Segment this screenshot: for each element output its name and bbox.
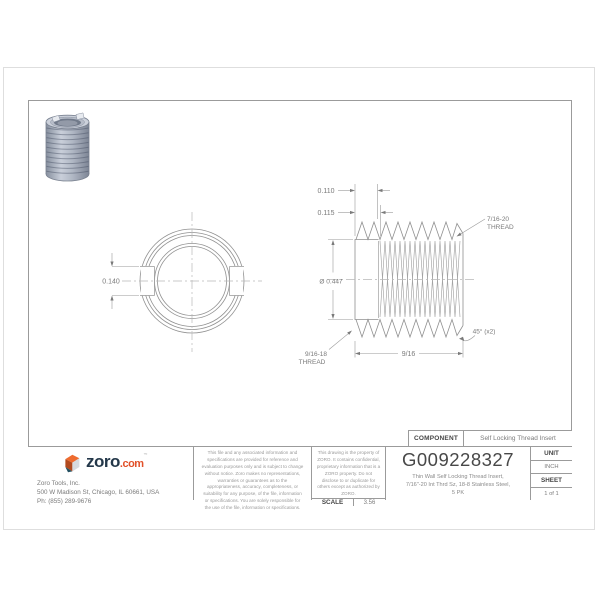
title-block: [28, 446, 572, 511]
part-cell: [385, 447, 530, 500]
zoro-cube-icon: [61, 453, 82, 474]
dim-front-wall: 0.140: [102, 278, 120, 286]
scale-value: 3.56: [353, 499, 385, 506]
unit-label: UNIT: [544, 449, 559, 457]
company-cell: [28, 447, 193, 506]
disclaimer-cell: This file and any associated information and specifications are provided for reference and evaluation purposes only and is subject to change without notice. Zoro makes no representations, warranties or guarantees as to the appropriateness, accuracy, completeness, or suitability for any purpose, of the file, information or specifications. You are solely responsible for the use of the file, information or specifications.: [193, 447, 311, 500]
label-bottom-thread-word: THREAD: [298, 359, 326, 366]
zoro-brand-text: zoro: [86, 452, 120, 471]
property-scale-cell: [311, 447, 385, 507]
company-name: Zoro Tools, Inc.: [37, 480, 80, 487]
part-description-line: Thin Wall Self Locking Thread Insert,: [412, 474, 504, 480]
label-top-thread-word: THREAD: [487, 224, 514, 231]
part-description: [386, 473, 530, 500]
company-address-block: [37, 479, 159, 506]
component-row: [408, 430, 572, 447]
dim-slot-2: 0.115: [317, 210, 335, 217]
property-notice: This drawing is the property of ZORO. It contains confidential, proprietary information that is a ZORO property. Do not disclose to or duplicate for others except as authorized by ZORO.: [316, 450, 381, 497]
scale-label: SCALE: [321, 499, 344, 507]
component-label: COMPONENT: [413, 435, 459, 442]
dim-bore-diameter: Ø 0.447: [319, 278, 343, 286]
part-description-line: 5 PK: [451, 490, 465, 497]
dim-slot-1: 0.110: [317, 188, 335, 195]
component-value: Self Locking Thread Insert: [463, 431, 572, 446]
zoro-wordmark: [86, 453, 147, 470]
zoro-logo: [61, 453, 147, 474]
part-number: G009228327: [402, 449, 514, 470]
company-phone: Ph: (855) 289-9676: [37, 498, 92, 506]
label-chamfer-angle: 45° (x2): [472, 328, 496, 336]
label-bottom-thread-size: 9/16-18: [304, 351, 328, 358]
sheet-value: 1 of 1: [531, 487, 572, 501]
trademark-symbol: ™: [143, 452, 148, 457]
sheet-label: SHEET: [531, 473, 572, 487]
part-description-line: 7/16"-20 Int Thrd Sz, 18-8 Stainless Steel,: [405, 482, 511, 489]
unit-sheet-cell: [530, 447, 572, 500]
dim-overall-length: 9/16: [401, 351, 416, 358]
company-street: 500 W Madison St, Chicago, IL 60661, USA: [37, 489, 160, 497]
label-top-thread-size: 7/16-20: [487, 216, 510, 223]
unit-value: INCH: [531, 460, 572, 474]
zoro-com-text: .com: [119, 458, 144, 470]
scale-row: [312, 498, 385, 506]
